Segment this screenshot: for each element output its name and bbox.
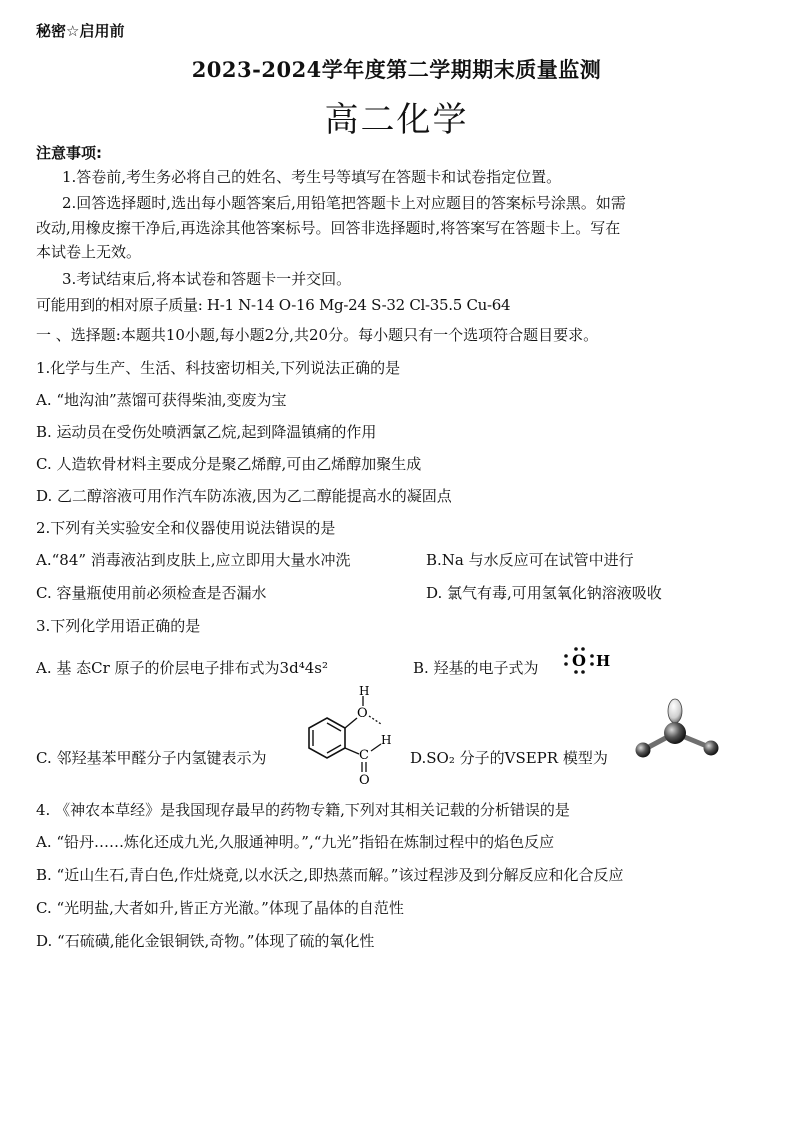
oxygen-symbol: O: [572, 651, 586, 670]
q3-option-c: C. 邻羟基苯甲醛分子内氢键表示为: [36, 749, 267, 767]
q1-option-d: D. 乙二醇溶液可用作汽车防冻液,因为乙二醇能提高水的凝固点: [36, 487, 452, 505]
q4-option-c: C. “光明盐,大者如升,皆正方光澈。”体现了晶体的自范性: [36, 899, 404, 917]
hydroxyl-electron-formula: [562, 644, 612, 676]
salicylaldehyde-structure-svg: [297, 686, 407, 786]
hydrogen-bond-dashes: [369, 716, 381, 724]
electron-dot: [564, 662, 568, 666]
exam-title: 2023-2024学年度第二学期期末质量监测: [191, 57, 602, 82]
electron-dot: [574, 670, 578, 674]
notes-heading: 注意事项:: [36, 144, 102, 162]
vsepr-model-svg: [633, 695, 719, 765]
vsepr-model-image: [633, 695, 719, 765]
electron-dot: [590, 662, 594, 666]
q1-option-c: C. 人造软骨材料主要成分是聚乙烯醇,可由乙烯醇加聚生成: [36, 455, 422, 473]
q1-stem: 1.化学与生产、生活、科技密切相关,下列说法正确的是: [36, 359, 401, 377]
notes-item-3: 3.考试结束后,将本试卷和答题卡一并交回。: [62, 270, 352, 288]
notes-item-2-line-3: 本试卷上无效。: [36, 243, 142, 261]
electron-dot: [564, 654, 568, 658]
carbonyl-oxygen-label: O: [359, 773, 370, 786]
lone-pair-lobe: [668, 699, 682, 723]
q1-option-b: B. 运动员在受伤处喷洒氯乙烷,起到降温镇痛的作用: [36, 423, 377, 441]
electron-dot: [590, 654, 594, 658]
central-atom-ball: [664, 722, 686, 744]
q2-option-b: B.Na 与水反应可在试管中进行: [426, 551, 634, 569]
hydrogen-symbol: H: [596, 652, 611, 670]
q4-stem: 4. 《神农本草经》是我国现存最早的药物专籍,下列对其相关记载的分析错误的是: [36, 801, 570, 819]
q2-stem: 2.下列有关实验安全和仪器使用说法错误的是: [36, 519, 336, 537]
q2-option-a: A.“84” 消毒液沾到皮肤上,应立即用大量水冲洗: [36, 551, 351, 569]
notes-item-2-line-1: 2.回答选择题时,选出每小题答案后,用铅笔把答题卡上对应题目的答案标号涂黑。如需: [62, 194, 626, 212]
ring-carbonyl-bond: [345, 748, 359, 754]
aldehyde-carbon-label: C: [359, 748, 369, 763]
q4-option-d: D. “石硫磺,能化金银铜铁,奇物。”体现了硫的氧化性: [36, 932, 375, 950]
c-h-bond: [371, 744, 381, 751]
q4-option-b: B. “近山生石,青白色,作灶烧竟,以水沃之,即热蒸而解。”该过程涉及到分解反应和化合反应: [36, 866, 624, 884]
terminal-atom-ball: [704, 741, 719, 756]
c-o-bond: [345, 718, 357, 728]
q2-option-d: D. 氯气有毒,可用氢氧化钠溶液吸收: [426, 584, 662, 602]
subject-title: 高二化学: [324, 100, 469, 140]
terminal-atom-ball: [636, 743, 651, 758]
notes-item-2-line-2: 改动,用橡皮擦干净后,再选涂其他答案标号。回答非选择题时,将答案写在答题卡上。写在: [36, 219, 621, 237]
q3-option-a: A. 基 态Cr 原子的价层电子排布式为3d⁴4s²: [36, 659, 328, 677]
confidential-label: 秘密☆启用前: [36, 22, 125, 40]
q1-option-a: A. “地沟油”蒸馏可获得柴油,变废为宝: [36, 391, 287, 409]
q3-option-d: D.SO₂ 分子的VSEPR 模型为: [410, 749, 608, 767]
notes-item-1: 1.答卷前,考生务必将自己的姓名、考生号等填写在答题卡和试卷指定位置。: [62, 168, 562, 186]
aldehyde-hydrogen-label: H: [381, 733, 392, 747]
benzene-ring: [309, 718, 345, 758]
q4-option-a: A. “铅丹……炼化还成九光,久服通神明。”,“九光”指铅在炼制过程中的焰色反应: [36, 833, 555, 851]
hydroxyl-oxygen-label: O: [357, 706, 368, 721]
electron-dot: [581, 670, 585, 674]
salicylaldehyde-structure: [297, 686, 407, 786]
atomic-masses: 可能用到的相对原子质量: H-1 N-14 O-16 Mg-24 S-32 Cl-35.5 Cu-64: [36, 296, 511, 314]
hydroxyl-hydrogen-label: H: [359, 686, 370, 698]
q2-option-c: C. 容量瓶使用前必须检查是否漏水: [36, 584, 267, 602]
hydroxyl-electron-formula-svg: [562, 644, 612, 676]
q3-stem: 3.下列化学用语正确的是: [36, 617, 201, 635]
q3-option-b: B. 羟基的电子式为: [413, 659, 539, 677]
section-heading: 一 、选择题:本题共10小题,每小题2分,共20分。每小题只有一个选项符合题目要求。: [36, 326, 599, 344]
